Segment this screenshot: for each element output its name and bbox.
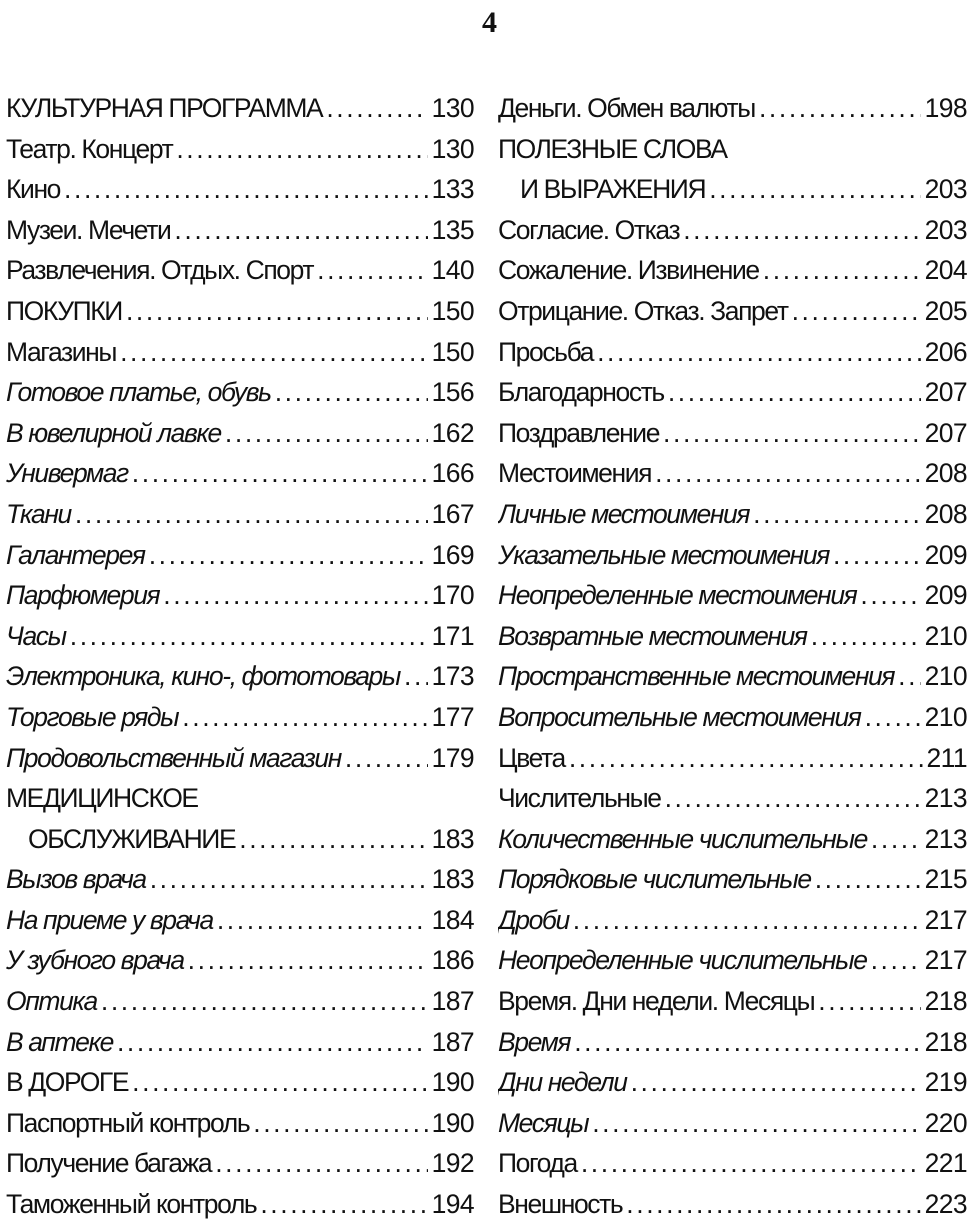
dot-leader bbox=[865, 697, 921, 738]
dot-leader bbox=[898, 656, 920, 697]
toc-entry[interactable] bbox=[6, 1022, 474, 1063]
dot-leader bbox=[709, 169, 920, 210]
dot-leader bbox=[871, 940, 921, 981]
dot-leader bbox=[182, 697, 427, 738]
toc-entry[interactable] bbox=[6, 1143, 474, 1184]
toc-entry-title: Благодарность bbox=[498, 377, 664, 408]
toc-entry[interactable] bbox=[498, 210, 967, 251]
toc-entry[interactable] bbox=[498, 940, 967, 981]
toc-entry-title: ПОКУПКИ bbox=[6, 295, 122, 326]
dot-leader bbox=[317, 250, 427, 291]
toc-entry[interactable] bbox=[6, 656, 474, 697]
toc-entry-page: 184 bbox=[431, 904, 474, 935]
toc-entry-page: 183 bbox=[431, 864, 474, 895]
dot-leader bbox=[569, 738, 923, 779]
toc-entry-page: 208 bbox=[924, 498, 967, 529]
toc-entry-title: Поздравление bbox=[498, 417, 660, 448]
toc-entry-page: 177 bbox=[431, 701, 474, 732]
dot-leader bbox=[626, 1184, 920, 1225]
dot-leader bbox=[275, 372, 428, 413]
toc-entry-page: 198 bbox=[924, 93, 967, 123]
toc-entry-title: Продовольственный магазин bbox=[6, 742, 341, 773]
toc-entry[interactable] bbox=[6, 697, 474, 738]
toc-entry-page: 213 bbox=[924, 783, 967, 814]
toc-entry-page: 135 bbox=[431, 214, 474, 245]
toc-entry-page: 130 bbox=[431, 93, 474, 123]
dot-leader bbox=[132, 453, 428, 494]
toc-entry-title: В аптеке bbox=[6, 1026, 113, 1057]
toc-entry-page: 215 bbox=[924, 864, 967, 895]
dot-leader bbox=[163, 575, 427, 616]
dot-leader bbox=[239, 819, 427, 860]
dot-leader bbox=[573, 900, 921, 941]
toc-entry-page: 171 bbox=[431, 620, 474, 651]
toc-entry-title: ОБСЛУЖИВАНИЕ bbox=[28, 823, 236, 854]
toc-entry-page: 130 bbox=[431, 133, 474, 164]
toc-entry-page: 169 bbox=[431, 539, 474, 570]
toc-entry-title: Цвета bbox=[498, 742, 565, 773]
toc-entry[interactable] bbox=[498, 88, 967, 129]
toc-entry-page: 140 bbox=[431, 255, 474, 286]
toc-entry-page: 207 bbox=[924, 377, 967, 408]
toc-entry-title: Кино bbox=[6, 174, 61, 205]
toc-entry-page: 183 bbox=[431, 823, 474, 854]
toc-entry-page: 207 bbox=[924, 417, 967, 448]
toc-entry[interactable] bbox=[498, 819, 967, 860]
toc-entry[interactable] bbox=[6, 372, 474, 413]
toc-entry-title: КУЛЬТУРНАЯ ПРОГРАММА bbox=[6, 93, 323, 123]
toc-entry[interactable] bbox=[498, 453, 967, 494]
toc-entry-page: 220 bbox=[924, 1107, 967, 1138]
toc-entry-title: Время. Дни недели. Месяцы bbox=[498, 986, 815, 1017]
toc-entry[interactable] bbox=[498, 778, 967, 819]
toc-entry[interactable] bbox=[498, 738, 967, 779]
dot-leader bbox=[120, 332, 428, 373]
toc-entry[interactable] bbox=[498, 372, 967, 413]
toc-entry-page: 194 bbox=[431, 1189, 474, 1220]
dot-leader bbox=[574, 1022, 920, 1063]
toc-entry[interactable] bbox=[6, 738, 474, 779]
toc-entry[interactable] bbox=[6, 1103, 474, 1144]
toc-entry[interactable] bbox=[498, 332, 967, 373]
toc-entry-page: 186 bbox=[431, 945, 474, 976]
toc-entry-page: 219 bbox=[924, 1067, 967, 1098]
toc-entry[interactable] bbox=[498, 1143, 967, 1184]
toc-entry-title: Театр. Концерт bbox=[6, 133, 173, 164]
toc-entry-title: МЕДИЦИНСКОЕ bbox=[6, 783, 198, 814]
toc-entry-page: 170 bbox=[431, 580, 474, 611]
dot-leader bbox=[833, 535, 921, 576]
toc-entry[interactable] bbox=[6, 250, 474, 291]
toc-entry-title: Паспортный контроль bbox=[6, 1107, 250, 1138]
toc-entry-title: Дроби bbox=[498, 904, 569, 935]
toc-entry-title: Время bbox=[498, 1026, 571, 1057]
dot-leader bbox=[117, 1022, 428, 1063]
toc-entry-title: Количественные числительные bbox=[498, 823, 867, 854]
toc-entry-page: 162 bbox=[431, 417, 474, 448]
toc-entry[interactable] bbox=[498, 656, 967, 697]
toc-entry-title: Пространственные местоимения bbox=[498, 661, 895, 692]
toc-entry[interactable] bbox=[6, 616, 474, 657]
dot-leader bbox=[753, 494, 920, 535]
toc-entry-title: Таможенный контроль bbox=[6, 1189, 257, 1220]
toc-entry-title: Возвратные местоимения bbox=[498, 620, 807, 651]
dot-leader bbox=[326, 88, 427, 129]
toc-entry[interactable] bbox=[6, 819, 474, 860]
toc-entry[interactable] bbox=[6, 1184, 474, 1225]
toc-entry-page: 179 bbox=[431, 742, 474, 773]
toc-entry-title: Электроника, кино-, фототовары bbox=[6, 661, 400, 692]
toc-entry-title: Деньги. Обмен валюты bbox=[498, 93, 755, 123]
toc-entry-page: 166 bbox=[431, 458, 474, 489]
toc-entry[interactable] bbox=[6, 981, 474, 1022]
toc-entry[interactable] bbox=[498, 697, 967, 738]
toc-entry[interactable] bbox=[6, 535, 474, 576]
toc-entry-page: 187 bbox=[431, 1026, 474, 1057]
toc-entry-page: 190 bbox=[431, 1067, 474, 1098]
toc-entry-title: Получение багажа bbox=[6, 1148, 212, 1179]
toc-entry-page: 221 bbox=[924, 1148, 967, 1179]
dot-leader bbox=[188, 940, 428, 981]
toc-entry-title: Универмаг bbox=[6, 458, 128, 489]
toc-entry-page: 209 bbox=[924, 539, 967, 570]
toc-entry-page: 208 bbox=[924, 458, 967, 489]
toc-entry-page: 223 bbox=[924, 1189, 967, 1220]
dot-leader bbox=[581, 1143, 921, 1184]
toc-entry[interactable] bbox=[6, 1062, 474, 1103]
dot-leader bbox=[253, 1103, 427, 1144]
dot-leader bbox=[217, 900, 428, 941]
toc-entry-title: Местоимения bbox=[498, 458, 652, 489]
toc-entry[interactable] bbox=[498, 981, 967, 1022]
toc-entry[interactable] bbox=[6, 332, 474, 373]
toc-entry-page: 204 bbox=[924, 255, 967, 286]
page-number: 4 bbox=[482, 6, 497, 39]
toc-entry[interactable] bbox=[6, 291, 474, 332]
toc-entry-title: Вызов врача bbox=[6, 864, 146, 895]
toc-entry-page: 210 bbox=[924, 661, 967, 692]
toc-entry[interactable] bbox=[6, 900, 474, 941]
dot-leader bbox=[64, 169, 428, 210]
toc-entry-title: Музеи. Мечети bbox=[6, 214, 171, 245]
toc-entry-title: И ВЫРАЖЕНИЯ bbox=[520, 174, 706, 205]
toc-entry-title: Торговые ряды bbox=[6, 701, 179, 732]
toc-entry[interactable] bbox=[6, 413, 474, 454]
dot-leader bbox=[132, 1062, 427, 1103]
dot-leader bbox=[101, 981, 428, 1022]
dot-leader bbox=[225, 413, 428, 454]
toc-entry-title: Месяцы bbox=[498, 1107, 589, 1138]
toc-entry-page: 217 bbox=[924, 904, 967, 935]
toc-entry[interactable] bbox=[498, 616, 967, 657]
toc-entry[interactable] bbox=[498, 1022, 967, 1063]
dot-leader bbox=[860, 575, 920, 616]
dot-leader bbox=[150, 859, 428, 900]
toc-entry-title: Просьба bbox=[498, 336, 594, 367]
toc-entry-title: Вопросительные местоимения bbox=[498, 701, 861, 732]
toc-entry-page: 213 bbox=[924, 823, 967, 854]
toc-entry[interactable] bbox=[6, 494, 474, 535]
toc-entry-page: 150 bbox=[431, 336, 474, 367]
toc-entry-title: Галантерея bbox=[6, 539, 145, 570]
dot-leader bbox=[668, 372, 921, 413]
dot-leader bbox=[663, 413, 921, 454]
toc-entry[interactable] bbox=[498, 169, 967, 210]
toc-entry-page: 211 bbox=[926, 742, 967, 773]
toc-entry-title: Внешность bbox=[498, 1189, 623, 1220]
dot-leader bbox=[345, 738, 428, 779]
toc-entry[interactable] bbox=[6, 778, 474, 819]
dot-leader bbox=[811, 616, 921, 657]
toc-entry[interactable] bbox=[498, 291, 967, 332]
toc-left-column bbox=[6, 88, 474, 1225]
toc-entry[interactable] bbox=[498, 129, 967, 170]
dot-leader bbox=[174, 210, 427, 251]
toc-entry[interactable] bbox=[498, 1184, 967, 1225]
toc-entry-page: 173 bbox=[431, 661, 474, 692]
toc-entry[interactable] bbox=[6, 940, 474, 981]
toc-entry-page: 210 bbox=[924, 701, 967, 732]
toc-entry-title: Дни недели bbox=[498, 1067, 627, 1098]
toc-entry-page: 206 bbox=[924, 336, 967, 367]
dot-leader bbox=[655, 453, 920, 494]
dot-leader bbox=[215, 1143, 427, 1184]
toc-entry-page: 150 bbox=[431, 295, 474, 326]
toc-entry-page: 210 bbox=[924, 620, 967, 651]
dot-leader bbox=[763, 250, 921, 291]
toc-entry[interactable] bbox=[498, 250, 967, 291]
dot-leader bbox=[792, 291, 921, 332]
toc-entry-title: Согласие. Отказ bbox=[498, 214, 680, 245]
toc-entry-title: На приеме у врача bbox=[6, 904, 213, 935]
toc-entry-page: 156 bbox=[431, 377, 474, 408]
toc-entry-title: В ювелирной лавке bbox=[6, 417, 221, 448]
toc-entry[interactable] bbox=[6, 575, 474, 616]
toc-entry[interactable] bbox=[6, 453, 474, 494]
toc-entry-title: У зубного врача bbox=[6, 945, 184, 976]
toc-entry-page: 203 bbox=[924, 174, 967, 205]
toc-entry-title: Развлечения. Отдых. Спорт bbox=[6, 255, 314, 286]
toc-entry-page: 217 bbox=[924, 945, 967, 976]
toc-entry[interactable] bbox=[6, 169, 474, 210]
toc-entry[interactable] bbox=[498, 1103, 967, 1144]
toc-entry-title: Оптика bbox=[6, 986, 97, 1017]
toc-entry-page: 192 bbox=[431, 1148, 474, 1179]
dot-leader bbox=[404, 656, 428, 697]
toc-entry[interactable] bbox=[498, 859, 967, 900]
toc-entry[interactable] bbox=[6, 859, 474, 900]
toc-entry-title: Неопределенные числительные bbox=[498, 945, 867, 976]
toc-entry-page: 218 bbox=[924, 1026, 967, 1057]
toc-entry-page: 203 bbox=[924, 214, 967, 245]
toc-entry-title: Готовое платье, обувь bbox=[6, 377, 271, 408]
toc-entry-page: 209 bbox=[924, 580, 967, 611]
toc-entry[interactable] bbox=[498, 494, 967, 535]
toc-entry[interactable] bbox=[498, 413, 967, 454]
toc-entry-page: 218 bbox=[924, 986, 967, 1017]
dot-leader bbox=[597, 332, 920, 373]
toc-entry[interactable] bbox=[6, 88, 474, 129]
toc-entry-page: 190 bbox=[431, 1107, 474, 1138]
toc-entry-title: Числительные bbox=[498, 783, 661, 814]
dot-leader bbox=[126, 291, 428, 332]
toc-entry-title: Магазины bbox=[6, 336, 117, 367]
toc-entry-title: ПОЛЕЗНЫЕ СЛОВА bbox=[498, 133, 727, 164]
toc-entry-title: Погода bbox=[498, 1148, 577, 1179]
toc-entry-title: Личные местоимения bbox=[498, 498, 750, 529]
toc-entry-title: Часы bbox=[6, 620, 66, 651]
toc-entry-title: Неопределенные местоимения bbox=[498, 580, 857, 611]
toc-entry-title: Отрицание. Отказ. Запрет bbox=[498, 295, 788, 326]
toc-entry[interactable] bbox=[498, 1062, 967, 1103]
dot-leader bbox=[70, 616, 428, 657]
dot-leader bbox=[260, 1184, 427, 1225]
toc-entry-title: Сожаление. Извинение bbox=[498, 255, 759, 286]
toc-right-column bbox=[498, 88, 967, 1225]
dot-leader bbox=[75, 494, 428, 535]
toc-entry[interactable] bbox=[6, 129, 474, 170]
dot-leader bbox=[176, 129, 427, 170]
dot-leader bbox=[871, 819, 921, 860]
toc-entry-page: 167 bbox=[431, 498, 474, 529]
dot-leader bbox=[665, 778, 921, 819]
toc-entry-title: Указательные местоимения bbox=[498, 539, 829, 570]
toc-entry-page: 187 bbox=[431, 986, 474, 1017]
toc-entry-title: Парфюмерия bbox=[6, 580, 160, 611]
toc-entry-title: Порядковые числительные bbox=[498, 864, 811, 895]
dot-leader bbox=[149, 535, 428, 576]
toc-entry[interactable] bbox=[498, 575, 967, 616]
dot-leader bbox=[683, 210, 920, 251]
dot-leader bbox=[592, 1103, 920, 1144]
toc-entry-page: 205 bbox=[924, 295, 967, 326]
dot-leader bbox=[815, 859, 921, 900]
toc-entry[interactable] bbox=[6, 210, 474, 251]
dot-leader bbox=[631, 1062, 921, 1103]
toc-entry-title: В ДОРОГЕ bbox=[6, 1067, 129, 1098]
toc-entry-page: 133 bbox=[431, 174, 474, 205]
toc-entry[interactable] bbox=[498, 900, 967, 941]
dot-leader bbox=[818, 981, 920, 1022]
dot-leader bbox=[759, 88, 921, 129]
toc-entry-title: Ткани bbox=[6, 498, 71, 529]
toc-entry[interactable] bbox=[498, 535, 967, 576]
